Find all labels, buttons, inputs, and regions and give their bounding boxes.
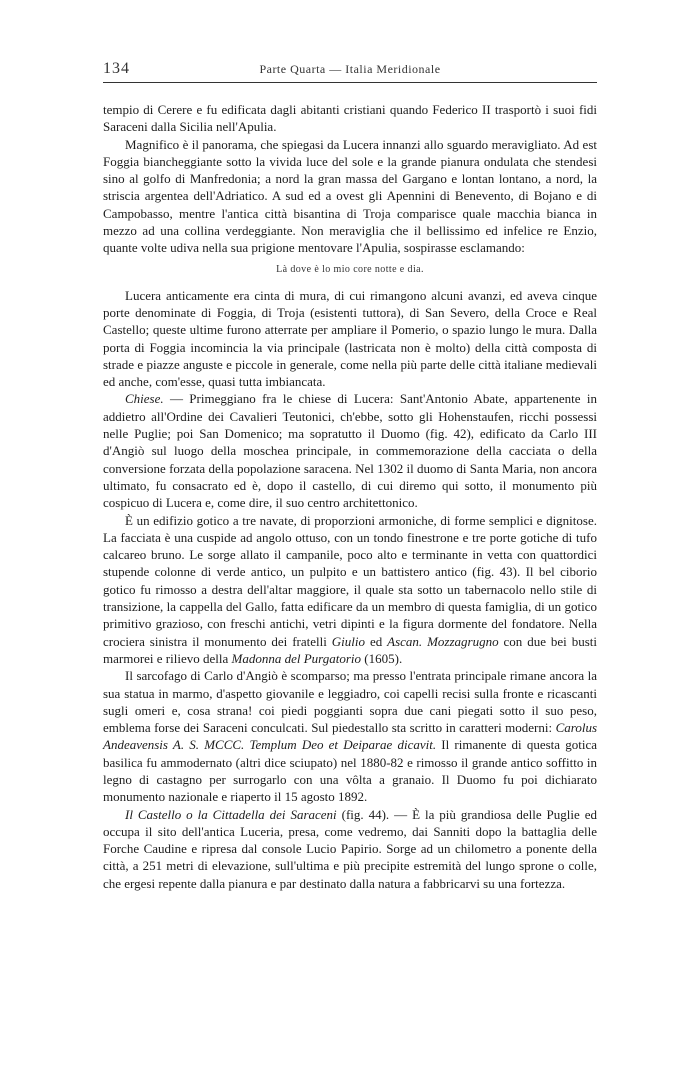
- paragraph-text: ed: [365, 633, 388, 649]
- paragraph-text: È un edifizio gotico a tre navate, di proporzioni armoniche, di forme semplici e dignitose. La facciata è una cuspide ad angolo ottuso, con un tondo finestrone e tre porte gotiche di tufo calcareo bruno. Le sorge allato il campanile, poco alto e terminante in vetta con quattordici stupende colonne di verde antico, un pulpito e un battistero antico (fig. 43). Il bel ciborio gotico fu rimosso a destra dell'altar maggiore, il quale sta sotto un tabernacolo nello stile di transizione, la cappella del Gallo, fatta edificare da un membro di questa famiglia, di un gotico primitivo grazioso, con freschi antichi, vetri dipinti e la figura dormente del fondatore. Nella crociera sinistra il monumento dei fratelli: [103, 512, 597, 649]
- latin-inscription: Carolus Andeavensis A. S. MCCC. Templum Deo et Deiparae dicavit.: [103, 720, 597, 753]
- italic-name: Giulio: [331, 633, 366, 649]
- paragraph-text: (fig. 44). — È la più grandiosa delle Puglie ed occupa il sito dell'antica Luceria, presa, come vedremo, dai Sanniti dopo la battaglia delle Forche Caudine e ripresa dal console Lucio Papirio. Sorge ad un chilometro a ponente della città, a 251 metri di elevazione, sull'ultima e più precipite estremità del lungo sprone o colle, che ergesi repente dalla pianura e par destinato dalla natura a fabbricarvi su una fortezza.: [103, 806, 597, 891]
- book-page: [103, 56, 597, 892]
- page-number: 134: [103, 60, 130, 77]
- section-label: Chiese.: [125, 391, 164, 407]
- paragraph-sarcofago: [103, 667, 597, 805]
- paragraph-duomo: [103, 512, 597, 668]
- page-header: [103, 56, 597, 83]
- paragraph: Lucera anticamente era cinta di mura, di cui rimangono alcuni avanzi, ed aveva cinque porte denominate di Foggia, di Troja (esistenti tuttora), di San Severo, della Croce e Real Castello; queste ultime furono atterrate per ampliare il Pomerio, o spazio lungo le mura. Dalla porta di Foggia incomincia la via principale (lastricata non è molto) della città composta di strade e piazze anguste e piccole in generale, come nella più parte delle città italiane medievali ed anche, com'esse, quasi tutta imbiancata.: [103, 287, 597, 390]
- italic-name: Ascan. Mozzagrugno: [387, 633, 499, 649]
- running-head: Parte Quarta — Italia Meridionale: [259, 62, 441, 76]
- paragraph: tempio di Cerere e fu edificata dagli abitanti cristiani quando Federico II trasportò i suoi fidi Saraceni dalla Sicilia nell'Apulia.: [103, 102, 597, 135]
- paragraph-castello: [103, 806, 597, 892]
- paragraph-text: Il rimanente di questa gotica basilica fu ammodernato (altri dice sciupato) nel 1880-82 e rimosso il grande antico soffitto in legno di castagno per surrogarlo con una vôlta a granaio. Il Duomo fu poi dichiarato monumento nazionale e riaperto il 15 agosto 1892.: [103, 737, 597, 805]
- paragraph-chiese: [103, 390, 597, 511]
- italic-title: Madonna del Purgatorio: [231, 650, 362, 666]
- verse-quote: Là dove è lo mio core notte e dia.: [276, 263, 424, 275]
- paragraph-text: Il sarcofago di Carlo d'Angiò è scomparso; ma presso l'entrata principale rimane ancora la sua statua in marmo, d'aspetto giovanile e leggiadro, coi capelli recisi sulla fronte e ricascanti sugli omeri e, cosa strana! coi piedi poggianti sopra due cani piegati sotto il suo peso, emblema forse dei Saraceni conculcati. Sul piedestallo sta scritto in caratteri moderni:: [103, 668, 597, 736]
- body-text: [103, 101, 597, 892]
- paragraph-text: — Primeggiano fra le chiese di Lucera: Sant'Antonio Abate, appartenente in addietro all'Ordine dei Cavalieri Teutonici, ch'ebbe, sotto gli Hohenstaufen, ricchi possessi nelle Puglie; poi San Domenico; ma sopratutto il Duomo (fig. 42), edificato da Carlo III d'Angiò sul luogo della moschea principale, in commemorazione della cacciata o della conversione forzata della popolazione saracena. Nel 1302 il duomo di Santa Maria, non ancora ultimato, fu consacrato ed è, dopo il castello, di cui diremo qui sotto, il monumento più cospicuo di Lucera e, come dire, il suo centro architettonico.: [103, 391, 597, 511]
- paragraph-text: con due bei busti marmorei e rilievo della: [103, 633, 597, 666]
- section-label: Il Castello o la Cittadella dei Saraceni: [125, 806, 337, 822]
- paragraph-text: (1605).: [361, 650, 403, 666]
- paragraph: Magnifico è il panorama, che spiegasi da Lucera innanzi allo sguardo meravigliato. Ad est Foggia biancheggiante sotto la vivida luce del sole e la grande pianura ondulata che stendesi sino al golfo di Manfredonia; a nord la gran massa del Gargano e lontan lontano, a nord, la striscia argentea dell'Adriatico. A sud ed a ovest gli Apennini di Benevento, di Bojano e di Campobasso, mentre l'antica città bisantina di Troja comparisce quale macchia bianca in mezzo ad una collina verdeggiante. Non meraviglia che il bellissimo ed infelice re Enzio, quante volte udiva nella sua prigione mentovare l'Apulia, sospirasse esclamando:: [103, 136, 597, 256]
